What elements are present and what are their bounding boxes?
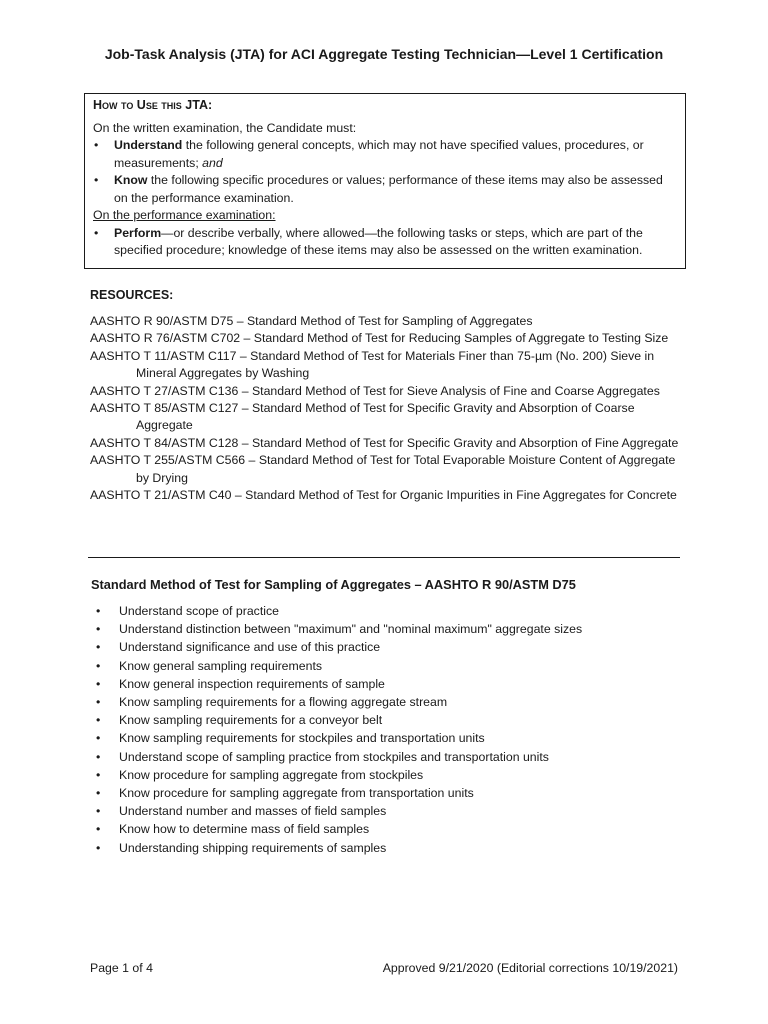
bullet-icon: • bbox=[96, 658, 101, 673]
task-item bbox=[96, 766, 676, 784]
how-to-use-heading: How to Use this JTA: bbox=[93, 98, 213, 112]
task-text: Understand distinction between "maximum" and "nominal maximum" aggregate sizes bbox=[119, 622, 583, 637]
bullet-icon: • bbox=[96, 622, 101, 637]
performance-exam-list bbox=[93, 225, 677, 260]
section-heading: Standard Method of Test for Sampling of Aggregates – AASHTO R 90/ASTM D75 bbox=[91, 577, 576, 592]
section-task-list bbox=[96, 602, 676, 857]
task-item bbox=[96, 711, 676, 729]
task-item bbox=[96, 784, 676, 802]
bullet-icon: • bbox=[96, 749, 101, 764]
bullet-icon: • bbox=[96, 822, 101, 837]
bullet-icon: • bbox=[96, 713, 101, 728]
bullet-icon: • bbox=[96, 786, 101, 801]
resource-item: AASHTO T 84/ASTM C128 – Standard Method of Test for Specific Gravity and Absorption of Fine Aggregate bbox=[90, 435, 679, 450]
how-to-use-box bbox=[84, 93, 686, 269]
task-text: Know procedure for sampling aggregate from transportation units bbox=[119, 786, 474, 801]
performance-exam-description: —or describe verbally, where allowed—the following tasks or steps, which are part of the specified procedure; knowledge of these items may also be assessed on the written examination. bbox=[114, 225, 643, 257]
task-text: Know sampling requirements for stockpiles and transportation units bbox=[119, 731, 485, 746]
written-exam-keyword: Understand bbox=[114, 138, 183, 152]
written-exam-text bbox=[114, 137, 677, 172]
task-item bbox=[96, 602, 676, 620]
written-exam-item bbox=[93, 172, 677, 207]
bullet-icon: • bbox=[96, 804, 101, 819]
task-text: Know sampling requirements for a flowing aggregate stream bbox=[119, 695, 448, 710]
written-exam-description: the following specific procedures or values; performance of these items may also be assessed on the performance examination. bbox=[114, 173, 663, 205]
task-text: Know procedure for sampling aggregate from stockpiles bbox=[119, 767, 424, 782]
performance-exam-keyword: Perform bbox=[114, 225, 162, 240]
task-text: Understand number and masses of field samples bbox=[119, 804, 387, 819]
written-exam-list bbox=[93, 137, 677, 207]
resource-item: AASHTO T 21/ASTM C40 – Standard Method of Test for Organic Impurities in Fine Aggregates for Concrete bbox=[90, 488, 677, 503]
performance-exam-text bbox=[114, 225, 677, 260]
resources-list bbox=[90, 313, 690, 504]
task-item bbox=[96, 839, 676, 857]
task-text: Understand significance and use of this practice bbox=[119, 640, 381, 655]
task-text: Understand scope of sampling practice from stockpiles and transportation units bbox=[119, 749, 549, 764]
resource-item: AASHTO R 90/ASTM D75 – Standard Method of Test for Sampling of Aggregates bbox=[90, 314, 533, 328]
resource-item: AASHTO T 11/ASTM C117 – Standard Method of Test for Materials Finer than 75-µm (No. 200) Sieve in Mineral Aggregates by Washing bbox=[90, 348, 655, 381]
resource-item: AASHTO T 27/ASTM C136 – Standard Method of Test for Sieve Analysis of Fine and Coarse Aggregates bbox=[90, 383, 660, 398]
bullet-icon: • bbox=[94, 225, 99, 240]
task-item bbox=[96, 620, 676, 638]
bullet-icon: • bbox=[94, 173, 99, 187]
document-title: Job-Task Analysis (JTA) for ACI Aggregate Testing Technician—Level 1 Certification bbox=[104, 46, 664, 62]
approval-date: Approved 9/21/2020 (Editorial corrections 10/19/2021) bbox=[382, 961, 678, 975]
bullet-icon: • bbox=[94, 138, 99, 152]
resources-heading: RESOURCES: bbox=[90, 288, 174, 302]
task-text: Know general sampling requirements bbox=[119, 658, 323, 673]
written-exam-item bbox=[93, 137, 677, 172]
written-exam-description: the following general concepts, which may not have specified values, procedures, or measurements; bbox=[114, 138, 644, 170]
page-number: Page 1 of 4 bbox=[90, 961, 153, 975]
performance-exam-heading: On the performance examination: bbox=[93, 208, 276, 222]
written-exam-keyword: Know bbox=[114, 173, 148, 187]
bullet-icon: • bbox=[96, 676, 101, 691]
bullet-icon: • bbox=[96, 695, 101, 710]
task-item bbox=[96, 820, 676, 838]
task-item bbox=[96, 693, 676, 711]
task-item bbox=[96, 657, 676, 675]
task-text: Know sampling requirements for a conveyor belt bbox=[119, 713, 383, 728]
written-exam-conjunction: and bbox=[202, 155, 223, 170]
bullet-icon: • bbox=[96, 767, 101, 782]
task-text: Know how to determine mass of field samples bbox=[119, 822, 370, 837]
written-exam-intro: On the written examination, the Candidate must: bbox=[93, 120, 357, 135]
task-text: Understanding shipping requirements of samples bbox=[119, 840, 387, 855]
task-item bbox=[96, 675, 676, 693]
task-item bbox=[96, 748, 676, 766]
performance-exam-item bbox=[93, 225, 677, 260]
resource-item: AASHTO R 76/ASTM C702 – Standard Method of Test for Reducing Samples of Aggregate to Testing Size bbox=[90, 331, 669, 346]
resource-item: AASHTO T 85/ASTM C127 – Standard Method of Test for Specific Gravity and Absorption of Coarse Aggregate bbox=[90, 401, 635, 433]
bullet-icon: • bbox=[96, 840, 101, 855]
bullet-icon: • bbox=[96, 731, 101, 746]
section-divider bbox=[88, 557, 680, 558]
resource-item: AASHTO T 255/ASTM C566 – Standard Method of Test for Total Evaporable Moisture Content of Aggregate by Drying bbox=[90, 453, 676, 485]
task-item bbox=[96, 729, 676, 747]
task-item bbox=[96, 802, 676, 820]
bullet-icon: • bbox=[96, 640, 101, 655]
written-exam-text bbox=[114, 172, 677, 207]
task-text: Understand scope of practice bbox=[119, 604, 279, 618]
task-text: Know general inspection requirements of sample bbox=[119, 676, 385, 691]
task-item bbox=[96, 638, 676, 656]
bullet-icon: • bbox=[96, 604, 101, 618]
